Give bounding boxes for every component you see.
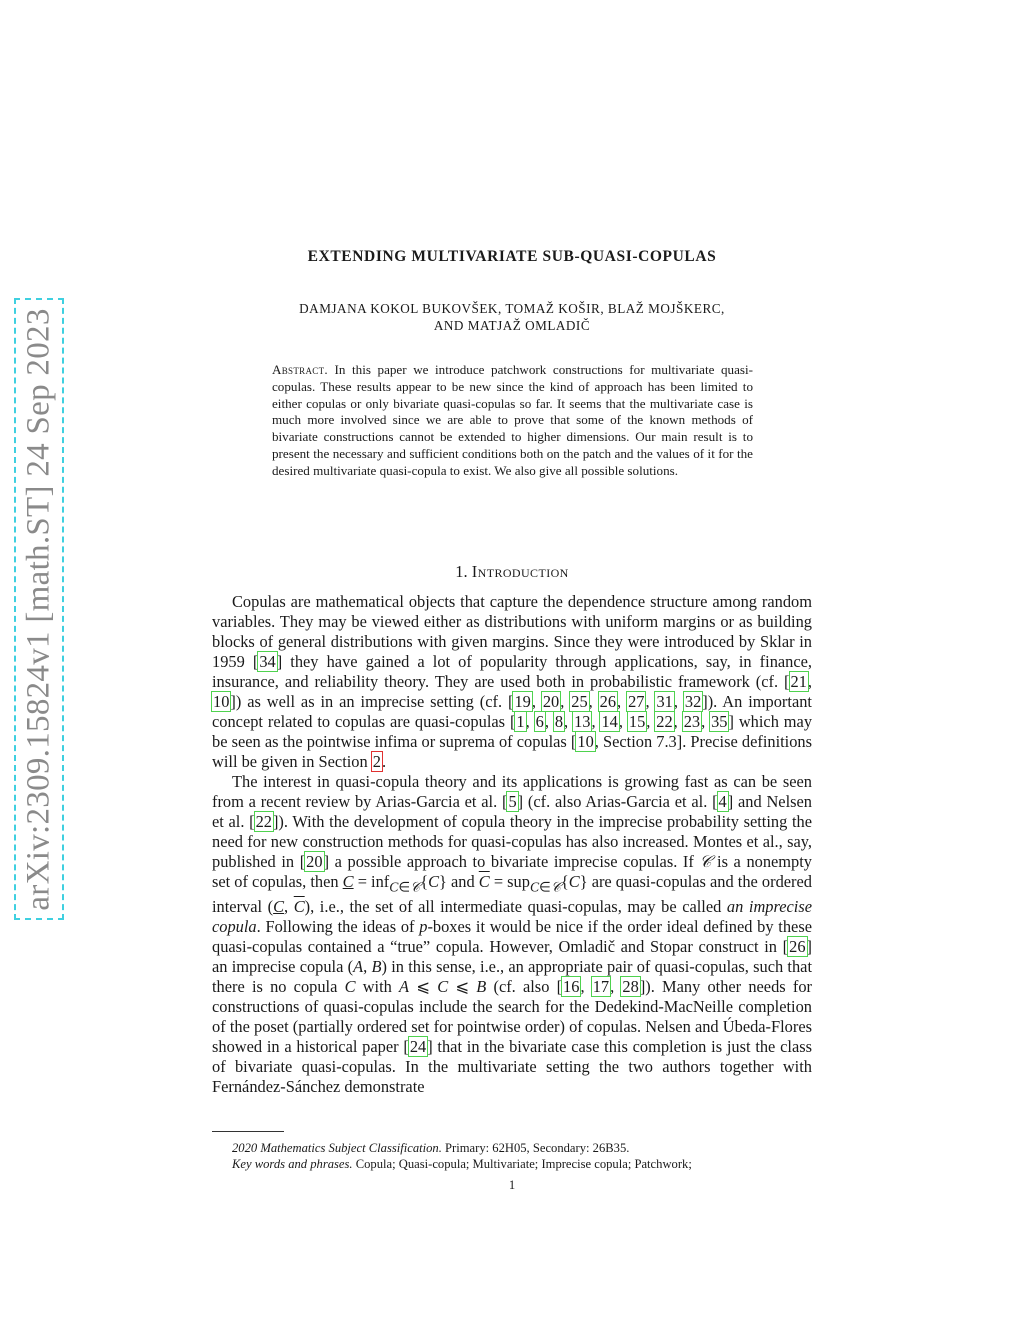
citation-link[interactable]: 17 xyxy=(592,977,610,997)
citation-link[interactable]: 8 xyxy=(554,712,564,731)
keywords-text: Copula; Quasi-copula; Multivariate; Imprecise copula; Patchwork; xyxy=(355,1157,692,1171)
citation-link[interactable]: 25 xyxy=(571,692,588,711)
footnote-msc xyxy=(212,1140,812,1156)
citation-link[interactable]: 23 xyxy=(683,712,701,731)
paragraph-2: The interest in quasi-copula theory and its applications is growing fast as can be seen from a recent review by Arias-Garcia et al. [5] (cf. also Arias-Garcia et al. [4] and Nelsen et al. [22]). With the development of copula theory in the imprecise probability setting the need for new construction methods for quasi-copulas has also increased. Montes et al., say, published in [20] a possible approach to bivariate imprecise copulas. If 𝒞 is a nonempty set of copulas, then C = inf$_{C\in 𝒞}${C} and $\overline{C} = sup_{C\in 𝒞}\{C\}$ are quasi-copulas and the ordered interval (C, $\overline{C}$), i.e., the set of all intermediate quasi-copulas, may be called an imprecise copula. Following the ideas of p-boxes it would be nice if the order ideal defined by these quasi-copulas contained a “true” copula. However, Omladič and Stopar construct in [26] an imprecise copula (A, B) in this sense, i.e., an appropriate pair of quasi-copulas, such that there is no copula C with A ⩽ C ⩽ B (cf. also [16, 17, 28]). Many other needs for constructions of quasi-copulas include the search for the Dedekind-MacNeille completion of the poset (partially ordered set for pointwise order) of copulas. Nelsen and Úbeda-Flores showed in a historical paper [24] that in the bivariate case this completion is just the class of bivariate quasi-copulas. In the multivariate setting the two authors together with Fernández-Sánchez demonstrate xyxy=(212,772,813,1097)
section-ref-link[interactable]: 2 xyxy=(372,752,381,771)
arxiv-id[interactable]: arXiv:2309.15824v1 [math.ST] 24 Sep 2023 xyxy=(20,307,57,911)
paper-title: EXTENDING MULTIVARIATE SUB-QUASI-COPULAS xyxy=(307,248,717,265)
abstract xyxy=(272,362,753,480)
citation-link[interactable]: 19 xyxy=(514,692,531,711)
keywords-label: Key words and phrases. xyxy=(232,1157,353,1171)
citation-link[interactable]: 26 xyxy=(599,692,617,711)
footnote-keywords xyxy=(212,1156,812,1172)
abstract-label: Abstract. xyxy=(272,362,328,377)
citation-link[interactable]: 1 xyxy=(516,712,525,731)
citation-link[interactable]: 10 xyxy=(577,732,594,751)
section-heading xyxy=(212,562,812,582)
citation-link[interactable]: 10 xyxy=(213,692,230,711)
citation-link[interactable]: 14 xyxy=(601,712,618,731)
citation-link[interactable]: 5 xyxy=(508,792,517,811)
citation-link[interactable]: 20 xyxy=(306,852,323,871)
citation-link[interactable]: 13 xyxy=(574,712,591,731)
citation-link[interactable]: 4 xyxy=(718,792,727,811)
citation-link[interactable]: 24 xyxy=(409,1037,427,1057)
citation-link[interactable]: 6 xyxy=(535,712,544,731)
citation-link[interactable]: 26 xyxy=(789,937,806,957)
abstract-text: In this paper we introduce patchwork constructions for multivariate quasi-copulas. These results appear to be new since the kind of approach has been limited to either copulas or only bivariate quasi-copulas so far. It seems that the multivariate case is much more involved since we are able to prove that some of the known methods of bivariate constructions cannot be extended to higher dimensions. Our main result is to present the necessary and sufficient conditions both on the patch and the values of it for the desired multivariate quasi-copula to exist. We also give all possible solutions. xyxy=(272,362,753,478)
citation-link[interactable]: 34 xyxy=(259,652,276,671)
msc-codes: Primary: 62H05, Secondary: 26B35. xyxy=(445,1141,630,1155)
authors-line-1: DAMJANA KOKOL BUKOVŠEK, TOMAŽ KOŠIR, BLAŽ MOJŠKERC, xyxy=(299,301,725,316)
citation-link[interactable]: 31 xyxy=(656,692,673,711)
authors-line-2: AND MATJAŽ OMLADIČ xyxy=(433,318,591,333)
citation-link[interactable]: 28 xyxy=(622,977,639,997)
page-number: 1 xyxy=(508,1178,516,1192)
arxiv-sidebar-stamp[interactable] xyxy=(14,298,64,920)
msc-label: 2020 Mathematics Subject Classification. xyxy=(232,1141,442,1155)
citation-link[interactable]: 20 xyxy=(542,692,560,711)
authors xyxy=(212,300,812,334)
section-number: 1. xyxy=(455,562,468,581)
citation-link[interactable]: 35 xyxy=(711,712,728,731)
paragraph-1: Copulas are mathematical objects that capture the dependence structure among random variables. They may be viewed either as distributions with uniform margins or as building blocks of general distributions with given margins. Since they were introduced by Sklar in 1959 [34] they have gained a lot of popularity through applications, say, in finance, insurance, and reliability theory. They are used both in probabilistic framework (cf. [21, 10]) as well as in an imprecise setting (cf. [19, 20, 25, 26, 27, 31, 32]). An important concept related to copulas are quasi-copulas [1, 6, 8, 13, 14, 15, 22, 23, 35] which may be seen as the pointwise infima or suprema of copulas [10, Section 7.3]. Precise definitions will be given in Section 2. xyxy=(212,592,813,771)
citation-link[interactable]: 27 xyxy=(628,692,645,711)
citation-link[interactable]: 21 xyxy=(790,672,807,691)
citation-link[interactable]: 15 xyxy=(628,712,646,731)
section-title: Introduction xyxy=(471,562,569,581)
footnote-rule xyxy=(212,1131,284,1132)
citation-link[interactable]: 22 xyxy=(255,812,272,831)
citation-link[interactable]: 16 xyxy=(563,977,580,997)
citation-link[interactable]: 32 xyxy=(684,692,702,711)
body-text xyxy=(212,592,812,1097)
citation-link[interactable]: 22 xyxy=(656,712,673,731)
